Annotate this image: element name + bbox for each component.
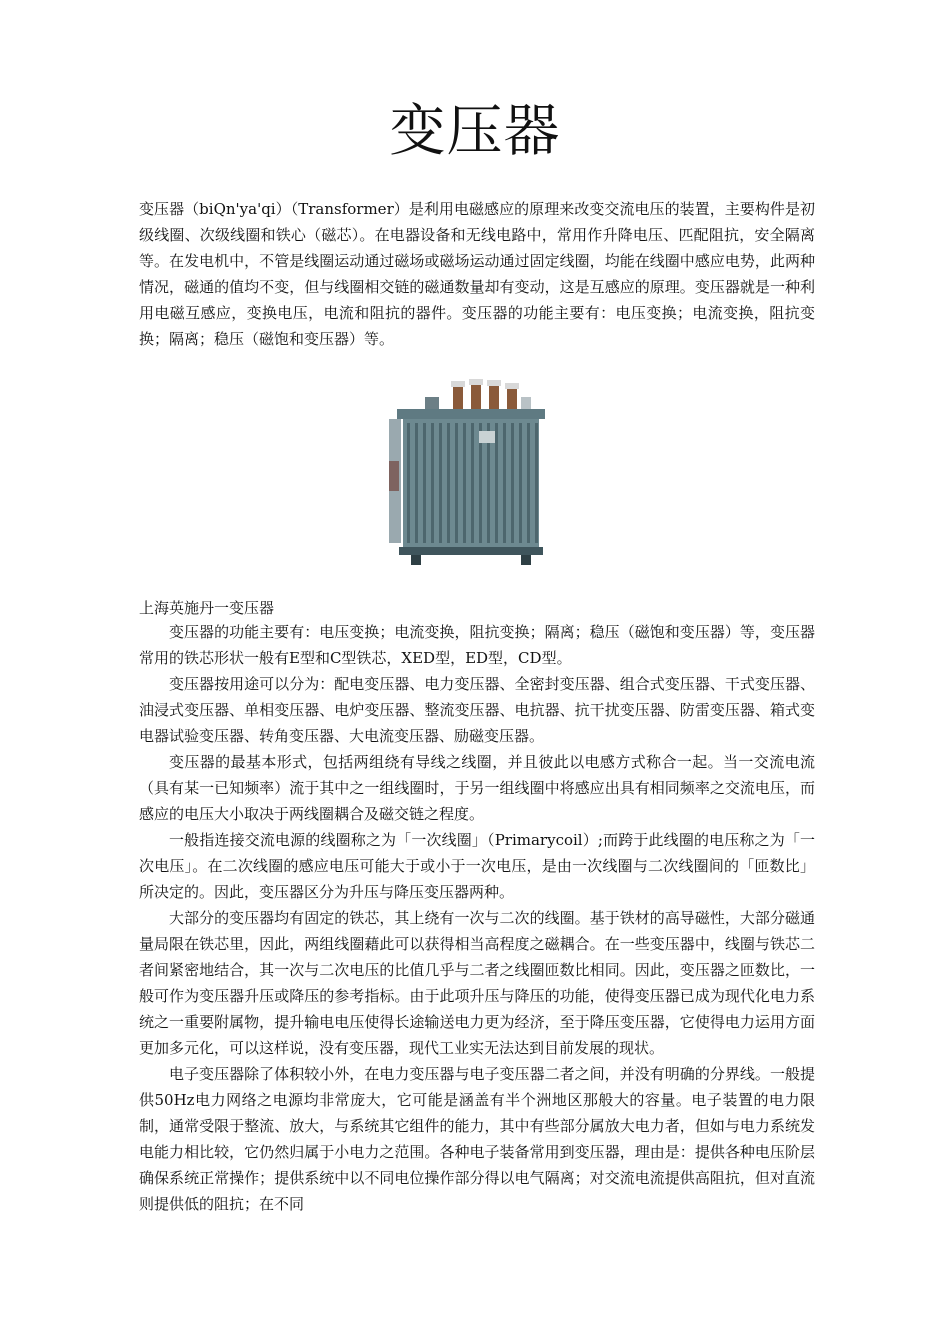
body-paragraph: 一般指连接交流电源的线圈称之为「一次线圈」（Primarycoil）;而跨于此线圈的电压称之为「一次电压」。在二次线圈的感应电压可能大于或小于一次电压，是由一次线圈与二次线圈间的「匝数比」所决定的。因此，变压器区分为升压与降压变压器两种。	[139, 831, 815, 901]
body-paragraph: 电子变压器除了体积较小外，在电力变压器与电子变压器二者之间，并没有明确的分界线。一般提供50Hz电力网络之电源均非常庞大，它可能是涵盖有半个洲地区那般大的容量。电子装置的电力限制，通常受限于整流、放大，与系统其它组件的能力，其中有些部分属放大电力者，但如与电力系统发电能力相比较，它仍然归属于小电力之范围。各种电子装备常用到变压器，理由是：提供各种电压阶层确保系统正常操作；提供系统中以不同电位操作部分得以电气隔离；对交流电流提供高阻抗，但对直流则提供低的阻抗；在不同	[139, 1065, 815, 1213]
body-paragraph: 变压器的最基本形式，包括两组绕有导线之线圈，并且彼此以电感方式称合一起。当一交流电流（具有某一已知频率）流于其中之一组线圈时，于另一组线圈中将感应出具有相同频率之交流电压，而感应的电压大小取决于两线圈耦合及磁交链之程度。	[139, 753, 815, 823]
body-paragraph: 变压器的功能主要有：电压变换；电流变换，阻抗变换；隔离；稳压（磁饱和变压器）等，变压器常用的铁芯形状一般有E型和C型铁芯，XED型，ED型，CD型。	[139, 623, 815, 667]
transformer-photo-icon	[381, 379, 560, 566]
body-section	[139, 619, 815, 1217]
image-caption: 上海英施丹一变压器	[139, 599, 275, 617]
bushing-group	[425, 379, 531, 413]
intro-paragraph: 变压器（biQn'ya'qi）（Transformer）是利用电磁感应的原理来改变交流电压的装置，主要构件是初级线圈、次级线圈和铁心（磁芯）。在电器设备和无线电路中，常用作升降电压、匹配阻抗，安全隔离等。在发电机中，不管是线圈运动通过磁场或磁场运动通过固定线圈，均能在线圈中感应电势，此两种情况，磁通的值均不变，但与线圈相交链的磁通数量却有变动，这是互感应的原理。变压器就是一种利用电磁互感应，变换电压，电流和阻抗的器件。变压器的功能主要有：电压变换；电流变换，阻抗变换；隔离；稳压（磁饱和变压器）等。	[139, 200, 815, 348]
body-paragraph: 大部分的变压器均有固定的铁芯，其上绕有一次与二次的线圈。基于铁材的高导磁性，大部分磁通量局限在铁芯里，因此，两组线圈藉此可以获得相当高程度之磁耦合。在一些变压器中，线圈与铁芯二者间紧密地结合，其一次与二次电压的比值几乎与二者之线圈匝数比相同。因此，变压器之匝数比，一般可作为变压器升压或降压的参考指标。由于此项升压与降压的功能，使得变压器已成为现代化电力系统之一重要附属物，提升输电电压使得长途输送电力更为经济，至于降压变压器，它使得电力运用方面更加多元化，可以这样说，没有变压器，现代工业实无法达到目前发展的现状。	[139, 909, 815, 1057]
document-title: 变压器	[389, 99, 561, 164]
body-paragraph: 变压器按用途可以分为：配电变压器、电力变压器、全密封变压器、组合式变压器、干式变压器、油浸式变压器、单相变压器、电炉变压器、整流变压器、电抗器、抗干扰变压器、防雷变压器、箱式变电器试验变压器、转角变压器、大电流变压器、励磁变压器。	[139, 675, 815, 745]
